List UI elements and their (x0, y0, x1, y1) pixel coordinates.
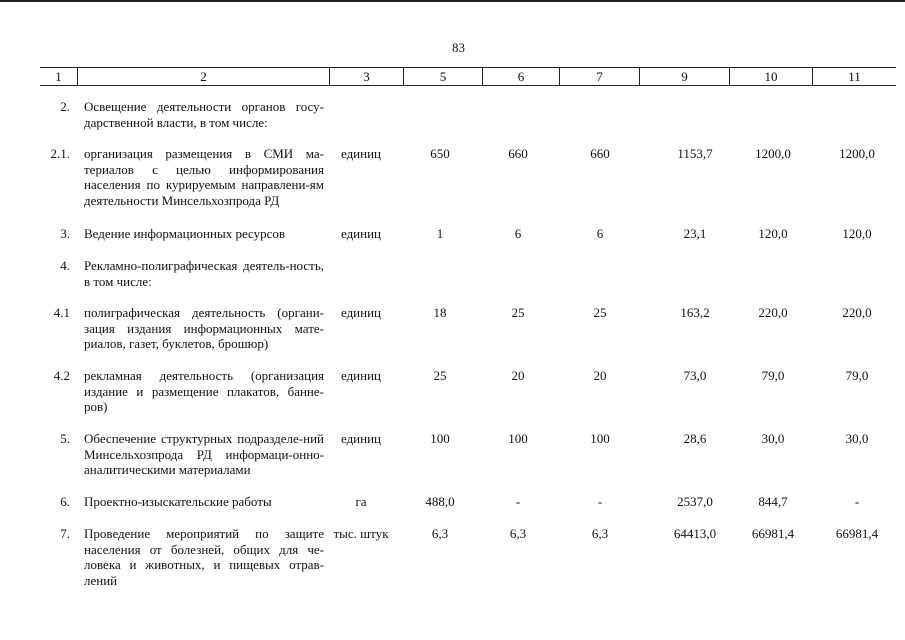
row-value-col9: 163,2 (680, 305, 710, 320)
row-name: Рекламно-полиграфическая деятель-ность, в том числе: (84, 258, 324, 289)
row-value-col6: 100 (508, 431, 528, 446)
row-value-col7: 6 (596, 226, 604, 241)
row-value-col5: 100 (430, 431, 450, 446)
header-col-2: 2 (77, 68, 329, 86)
header-col-10: 10 (729, 68, 812, 86)
row-value-col7: 25 (593, 305, 607, 320)
row-unit: единиц (340, 368, 382, 383)
row-value-col5: 25 (433, 368, 447, 383)
row-unit: тыс. штук (333, 526, 389, 541)
row-value-col10: 79,0 (761, 368, 785, 383)
row-value-col5: 18 (433, 305, 447, 320)
row-name: организация размещения в СМИ ма-териалов с целью информирования населения по курируемым направлени-ям деятельности Минсельхозпрода РД (84, 146, 324, 208)
row-value-col11: 120,0 (842, 226, 872, 241)
row-value-col7: - (597, 494, 603, 509)
row-value-col9: 1153,7 (677, 146, 713, 161)
row-unit: единиц (340, 431, 382, 446)
row-value-col11: 220,0 (842, 305, 872, 320)
table-header-row (40, 68, 896, 86)
row-value-col10: 30,0 (761, 431, 785, 446)
row-value-col5: 650 (430, 146, 450, 161)
row-value-col6: 6 (514, 226, 522, 241)
row-name: полиграфическая деятельность (органи-зация издания информационных мате-риалов, газет, буклетов, брошюр) (84, 305, 324, 351)
header-col-7: 7 (559, 68, 639, 86)
row-unit: единиц (340, 305, 382, 320)
row-number: 6. (60, 494, 70, 509)
row-value-col6: 6,3 (509, 526, 527, 541)
row-value-col9: 23,1 (683, 226, 707, 241)
header-col-5: 5 (403, 68, 482, 86)
row-number: 2. (60, 99, 70, 114)
row-value-col9: 64413,0 (673, 526, 717, 541)
row-value-col11: 1200,0 (839, 146, 875, 161)
row-number: 3. (60, 226, 70, 241)
row-value-col10: 844,7 (758, 494, 788, 509)
row-value-col7: 20 (593, 368, 607, 383)
header-col-6: 6 (482, 68, 559, 86)
row-value-col7: 100 (590, 431, 610, 446)
row-value-col10: 1200,0 (755, 146, 791, 161)
row-number: 4.1 (53, 305, 70, 320)
row-name: рекламная деятельность (организация издание и размещение плакатов, банне-ров) (84, 368, 324, 414)
row-number: 4. (60, 258, 70, 273)
row-value-col10: 66981,4 (751, 526, 795, 541)
page-number: 83 (452, 40, 465, 55)
row-value-col7: 660 (590, 146, 610, 161)
row-value-col9: 28,6 (683, 431, 707, 446)
row-value-col11: 79,0 (845, 368, 869, 383)
row-value-col10: 220,0 (758, 305, 788, 320)
top-border-rule (0, 0, 905, 2)
row-value-col6: 660 (508, 146, 528, 161)
row-name: Освещение деятельности органов госу-дарственной власти, в том числе: (84, 99, 324, 130)
row-value-col11: 66981,4 (835, 526, 879, 541)
row-value-col6: - (515, 494, 521, 509)
header-col-1: 1 (55, 69, 62, 84)
header-col-3: 3 (329, 68, 403, 86)
row-value-col5: 488,0 (425, 494, 455, 509)
row-number: 4.2 (53, 368, 70, 383)
row-value-col11: - (854, 494, 860, 509)
header-col-9: 9 (639, 68, 729, 86)
row-value-col9: 2537,0 (677, 494, 713, 509)
row-value-col6: 20 (511, 368, 525, 383)
row-value-col6: 25 (511, 305, 525, 320)
row-value-col11: 30,0 (845, 431, 869, 446)
header-rule-bottom (40, 85, 896, 86)
header-col-11: 11 (812, 68, 896, 86)
row-value-col5: 6,3 (431, 526, 449, 541)
row-name: Проведение мероприятий по защите населения от болезней, общих для че-ловека и животных, и пищевых отрав-лений (84, 526, 324, 588)
row-number: 2.1. (50, 146, 70, 161)
row-name: Проектно-изыскательские работы (84, 494, 272, 509)
row-unit: га (355, 494, 367, 509)
row-unit: единиц (340, 226, 382, 241)
row-value-col7: 6,3 (591, 526, 609, 541)
row-unit: единиц (340, 146, 382, 161)
row-number: 5. (60, 431, 70, 446)
row-value-col10: 120,0 (758, 226, 788, 241)
row-name: Ведение информационных ресурсов (84, 226, 286, 241)
row-value-col9: 73,0 (683, 368, 707, 383)
row-value-col5: 1 (436, 226, 444, 241)
row-number: 7. (60, 526, 70, 541)
row-name: Обеспечение структурных подразделе-ний Минсельхозпрода РД информаци-онно-аналитическими материалами (84, 431, 324, 477)
